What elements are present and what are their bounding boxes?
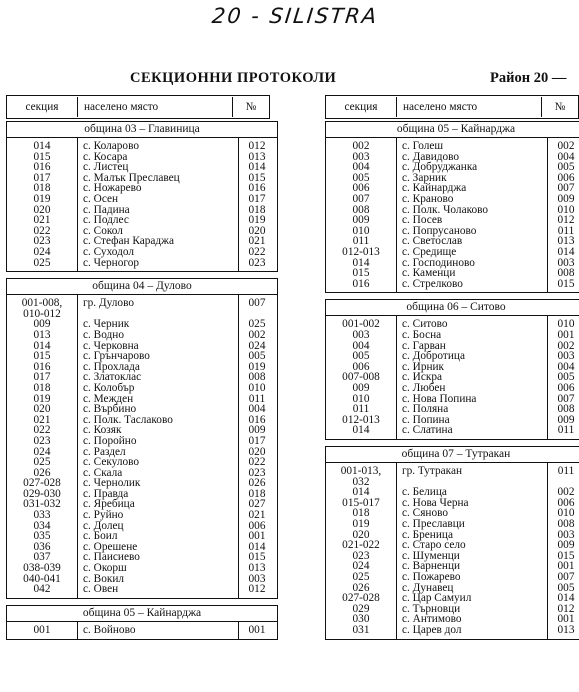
place-name: с. Зарник	[402, 171, 447, 184]
place-name: с. Овен	[83, 583, 119, 596]
section-code: 025	[33, 256, 51, 269]
place-name: с. Добротица	[402, 350, 465, 363]
protocol-number: 015	[248, 551, 266, 564]
protocol-number: 012	[248, 583, 266, 596]
section-code: 017	[33, 371, 51, 384]
place-name: с. Черник	[83, 318, 130, 331]
protocol-number: 027	[248, 498, 266, 511]
place-name: с. Ситово	[402, 318, 448, 331]
handwritten-note: 20 - SILISTRA	[210, 4, 380, 28]
place-name: с. Ирник	[402, 360, 445, 373]
section-code: 017	[33, 171, 51, 184]
protocol-number: 001	[248, 624, 266, 636]
section-code: 014	[33, 140, 51, 152]
protocol-number: 014	[248, 161, 266, 174]
section-code: 024	[33, 445, 51, 458]
protocol-number: 002	[248, 328, 266, 341]
place-name: с. Сокол	[83, 224, 123, 237]
protocol-number: 011	[557, 224, 575, 237]
section-code: 010	[352, 224, 370, 237]
place-name: с. Поройно	[83, 434, 137, 447]
protocol-number: 006	[557, 381, 575, 394]
section-code: 022	[33, 424, 51, 437]
section-code: 010-012	[23, 307, 61, 320]
place-name: с. Полк. Чолаково	[402, 203, 489, 216]
place-name: с. Стрелково	[402, 277, 463, 290]
section-code: 016	[33, 360, 51, 373]
protocol-number: 004	[557, 360, 575, 373]
place-name: с. Осен	[83, 192, 119, 205]
section-code: 001-002	[342, 318, 380, 331]
section-code: 004	[352, 339, 370, 352]
municipality-title: община 06 – Ситово	[326, 300, 579, 316]
section-code: 011	[352, 235, 370, 248]
protocol-number: 011	[557, 424, 575, 437]
section-code: 020	[33, 403, 51, 416]
section-code: 023	[33, 235, 51, 248]
place-name: с. Яребица	[83, 498, 135, 511]
place-name: с. Антимово	[402, 613, 462, 626]
place-name: с. Войново	[83, 624, 136, 636]
municipality-table	[6, 278, 278, 599]
place-name: с. Старо село	[402, 539, 466, 552]
place-name: с. Суходол	[83, 245, 134, 258]
place-name: с. Раздел	[83, 445, 126, 458]
protocol-number: 011	[557, 465, 575, 477]
section-code: 001-008,	[21, 297, 63, 310]
right-header	[325, 95, 579, 119]
place-name: с. Царев дол	[402, 623, 462, 636]
protocol-number: 010	[557, 318, 575, 331]
protocol-number: 001	[248, 530, 266, 543]
place-name: с. Върбино	[83, 403, 137, 416]
section-code: 024	[352, 560, 370, 573]
section-code: 016	[33, 161, 51, 174]
section-code: 022	[33, 224, 51, 237]
protocol-number: 008	[557, 267, 575, 280]
protocol-number: 015	[557, 277, 575, 290]
protocol-number: 012	[557, 602, 575, 615]
region-label: Район 20 —	[490, 70, 567, 86]
place-name: с. Козяк	[83, 424, 122, 437]
section-code: 042	[33, 583, 51, 596]
municipality-title: община 03 – Главиница	[7, 122, 277, 138]
section-code: 009	[33, 318, 51, 331]
place-name: с. Искра	[402, 371, 442, 384]
section-code: 003	[352, 328, 370, 341]
place-name: с. Паисиево	[83, 551, 140, 564]
place-name: с. Давидово	[402, 150, 460, 163]
section-code: 002	[352, 140, 370, 152]
section-code: 001-013,	[340, 465, 382, 477]
municipality-table	[325, 121, 579, 293]
place-name: с. Варненци	[402, 560, 461, 573]
section-code: 008	[352, 203, 370, 216]
place-name: с. Черногор	[83, 256, 140, 269]
place-name: с. Преславци	[402, 517, 465, 530]
place-name: с. Секулово	[83, 456, 140, 469]
protocol-number: 005	[557, 371, 575, 384]
section-code: 037	[33, 551, 51, 564]
protocol-number: 018	[248, 203, 266, 216]
section-code: 012-013	[342, 413, 380, 426]
section-code: 030	[352, 613, 370, 626]
section-code: 029	[352, 602, 370, 615]
place-name: с. Поляна	[402, 403, 449, 416]
protocol-number: 006	[557, 171, 575, 184]
protocol-number: 005	[248, 350, 266, 363]
protocol-number: 003	[557, 256, 575, 269]
place-name: с. Каменци	[402, 267, 456, 280]
place-name: с. Грънчарово	[83, 350, 150, 363]
place-name: с. Любен	[402, 381, 446, 394]
protocol-number: 014	[248, 540, 266, 553]
section-code: 018	[33, 182, 51, 195]
place-name: с. Прохлада	[83, 360, 140, 373]
section-code: 020	[352, 528, 370, 541]
protocol-number: 015	[248, 171, 266, 184]
municipality-table	[325, 299, 579, 440]
place-name: с. Полк. Таслаково	[83, 413, 173, 426]
protocol-number: 009	[248, 424, 266, 437]
municipality-title: община 07 – Тутракан	[326, 447, 579, 463]
protocol-number: 020	[248, 445, 266, 458]
section-code: 034	[33, 519, 51, 532]
section-code: 023	[352, 549, 370, 562]
section-code: 023	[33, 434, 51, 447]
section-code: 003	[352, 150, 370, 163]
place-name: с. Скала	[83, 466, 123, 479]
header-section: секция	[7, 97, 78, 117]
protocol-number: 006	[248, 519, 266, 532]
protocol-number: 014	[557, 245, 575, 258]
protocol-number: 005	[557, 581, 575, 594]
section-code: 020	[33, 203, 51, 216]
section-code: 006	[352, 360, 370, 373]
section-code: 021-022	[342, 539, 380, 552]
protocol-number: 010	[557, 203, 575, 216]
section-code: 014	[352, 424, 370, 437]
municipality-table	[325, 446, 579, 640]
section-code: 035	[33, 530, 51, 543]
place-name: с. Стефан Караджа	[83, 235, 174, 248]
protocol-number: 001	[557, 560, 575, 573]
section-code: 036	[33, 540, 51, 553]
place-name: с. Боил	[83, 530, 118, 543]
section-code: 005	[352, 350, 370, 363]
section-code: 007-008	[342, 371, 380, 384]
protocol-number: 013	[248, 150, 266, 163]
section-code: 029-030	[23, 487, 61, 500]
place-name: с. Руйно	[83, 509, 124, 522]
section-code: 018	[33, 381, 51, 394]
section-code: 024	[33, 245, 51, 258]
place-name: с. Малък Преславец	[83, 171, 180, 184]
section-code: 015	[352, 267, 370, 280]
protocol-number: 022	[248, 456, 266, 469]
page-title: СЕКЦИОННИ ПРОТОКОЛИ	[130, 70, 337, 86]
place-name: с. Бреница	[402, 528, 453, 541]
section-code: 005	[352, 171, 370, 184]
protocol-number: 010	[557, 507, 575, 520]
protocol-number: 007	[557, 392, 575, 405]
left-header	[6, 95, 270, 119]
section-code: 006	[352, 182, 370, 195]
place-name: с. Орешене	[83, 540, 138, 553]
section-code: 014	[33, 339, 51, 352]
section-code: 016	[352, 277, 370, 290]
municipality-title: община 05 – Кайнарджа	[7, 606, 277, 622]
place-name: с. Черковна	[83, 339, 139, 352]
protocol-number: 016	[248, 413, 266, 426]
section-code: 004	[352, 161, 370, 174]
place-name: с. Босна	[402, 328, 442, 341]
section-code: 040-041	[23, 572, 61, 585]
protocol-number: 002	[557, 339, 575, 352]
place-name: с. Нова Попина	[402, 392, 477, 405]
place-name: с. Попина	[402, 413, 450, 426]
section-code: 019	[352, 517, 370, 530]
section-code: 025	[352, 570, 370, 583]
place-name: с. Слатина	[402, 424, 453, 437]
section-code: 018	[352, 507, 370, 520]
section-code: 010	[352, 392, 370, 405]
place-name: с. Посев	[402, 214, 443, 227]
section-code: 032	[352, 475, 370, 488]
place-name: с. Колобър	[83, 381, 135, 394]
protocol-number: 006	[557, 496, 575, 509]
protocol-number: 011	[248, 392, 266, 405]
protocol-number: 005	[557, 161, 575, 174]
section-code: 021	[33, 413, 51, 426]
place-name: с. Търновци	[402, 602, 461, 615]
protocol-number: 021	[248, 509, 266, 522]
protocol-number: 013	[557, 623, 575, 636]
protocol-number: 003	[557, 528, 575, 541]
section-code: 033	[33, 509, 51, 522]
section-code: 031	[352, 623, 370, 636]
protocol-number: 025	[248, 318, 266, 331]
protocol-number: 013	[248, 562, 266, 575]
place-name: с. Голеш	[402, 140, 444, 152]
protocol-number: 018	[248, 487, 266, 500]
place-name: с. Нова Черна	[402, 496, 469, 509]
municipality-title: община 05 – Кайнарджа	[326, 122, 579, 138]
header-place: населено място	[78, 97, 233, 117]
section-code: 026	[33, 466, 51, 479]
place-name: с. Окорш	[83, 562, 127, 575]
section-code: 001	[33, 624, 51, 636]
protocol-number: 026	[248, 477, 266, 490]
place-name: с. Косара	[83, 150, 128, 163]
protocol-number: 009	[557, 192, 575, 205]
municipality-title: община 04 – Дулово	[7, 279, 277, 295]
place-name: с. Чернолик	[83, 477, 141, 490]
section-code: 027-028	[23, 477, 61, 490]
protocol-number: 003	[248, 572, 266, 585]
protocol-number: 003	[557, 350, 575, 363]
place-name: с. Дунавец	[402, 581, 454, 594]
section-code: 009	[352, 214, 370, 227]
protocol-number: 007	[557, 570, 575, 583]
section-code: 031-032	[23, 498, 61, 511]
section-code: 021	[33, 214, 51, 227]
protocol-number: 007	[248, 297, 266, 310]
protocol-number: 004	[248, 403, 266, 416]
protocol-number: 021	[248, 235, 266, 248]
protocol-number: 013	[557, 235, 575, 248]
protocol-number: 008	[248, 371, 266, 384]
protocol-number: 016	[248, 182, 266, 195]
section-code: 015	[33, 350, 51, 363]
protocol-number: 022	[248, 245, 266, 258]
place-name: с. Водно	[83, 328, 124, 341]
place-name: с. Падина	[83, 203, 130, 216]
protocol-number: 009	[557, 539, 575, 552]
protocol-number: 004	[557, 150, 575, 163]
place-name: с. Коларово	[83, 140, 139, 152]
section-code: 009	[352, 381, 370, 394]
place-name: с. Краново	[402, 192, 454, 205]
place-name: с. Долец	[83, 519, 124, 532]
place-name: с. Господиново	[402, 256, 475, 269]
protocol-number: 008	[557, 517, 575, 530]
protocol-number: 017	[248, 434, 266, 447]
place-name: с. Подлес	[83, 214, 129, 227]
section-code: 014	[352, 486, 370, 499]
section-code: 025	[33, 456, 51, 469]
header-num: №	[554, 101, 566, 113]
place-name: с. Шуменци	[402, 549, 460, 562]
protocol-number: 023	[248, 466, 266, 479]
place-name: с. Кайнарджа	[402, 182, 467, 195]
place-name: гр. Дулово	[83, 297, 134, 310]
place-name: с. Добруджанка	[402, 161, 478, 174]
place-name: с. Цар Самуил	[402, 592, 472, 605]
protocol-number: 024	[248, 339, 266, 352]
protocol-number: 012	[248, 140, 266, 152]
place-name: с. Белица	[402, 486, 447, 499]
section-code: 015	[33, 150, 51, 163]
protocol-number: 019	[248, 360, 266, 373]
place-name: с. Средище	[402, 245, 457, 258]
section-code: 019	[33, 392, 51, 405]
protocol-number: 001	[557, 328, 575, 341]
protocol-number: 017	[248, 192, 266, 205]
section-code: 019	[33, 192, 51, 205]
protocol-number: 008	[557, 403, 575, 416]
section-code: 007	[352, 192, 370, 205]
place-name: с. Вокил	[83, 572, 125, 585]
section-code: 026	[352, 581, 370, 594]
section-code: 038-039	[23, 562, 61, 575]
section-code: 011	[352, 403, 370, 416]
place-name: с. Светослав	[402, 235, 463, 248]
protocol-number: 001	[557, 613, 575, 626]
protocol-number: 020	[248, 224, 266, 237]
protocol-number: 012	[557, 214, 575, 227]
header-place: населено място	[397, 97, 542, 117]
section-code: 012-013	[342, 245, 380, 258]
place-name: с. Листец	[83, 161, 129, 174]
protocol-number: 010	[248, 381, 266, 394]
protocol-number: 014	[557, 592, 575, 605]
place-name: гр. Тутракан	[402, 465, 463, 477]
section-code: 014	[352, 256, 370, 269]
place-name: с. Сяново	[402, 507, 448, 520]
protocol-number: 023	[248, 256, 266, 269]
protocol-number: 019	[248, 214, 266, 227]
protocol-number: 002	[557, 140, 575, 152]
place-name: с. Пожарево	[402, 570, 461, 583]
municipality-table	[6, 121, 278, 272]
section-code: 015-017	[342, 496, 380, 509]
municipality-table	[6, 605, 278, 640]
protocol-number: 015	[557, 549, 575, 562]
section-code: 027-028	[342, 592, 380, 605]
place-name: с. Ножарево	[83, 182, 142, 195]
place-name: с. Правда	[83, 487, 129, 500]
section-code: 013	[33, 328, 51, 341]
place-name: с. Попрусаново	[402, 224, 477, 237]
place-name: с. Межден	[83, 392, 134, 405]
protocol-number: 007	[557, 182, 575, 195]
place-name: с. Гарван	[402, 339, 446, 352]
header-num: №	[245, 101, 257, 113]
header-section: секция	[326, 97, 397, 117]
place-name: с. Златоклас	[83, 371, 142, 384]
protocol-number: 009	[557, 413, 575, 426]
protocol-number: 002	[557, 486, 575, 499]
